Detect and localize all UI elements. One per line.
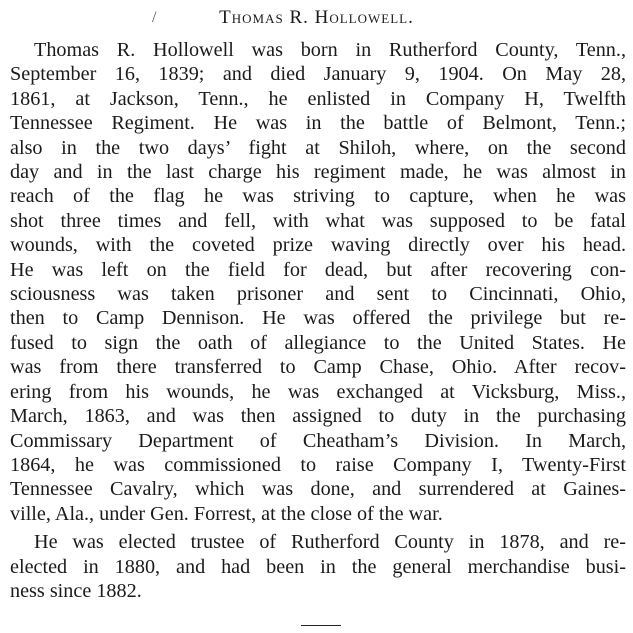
text-line: Tennessee Cavalry, which was done, and surrendered at Gaines- [10,478,626,501]
text-line: shot three times and fell, with what was supposed to be fatal [10,209,626,232]
text-line: September 16, 1839; and died January 9, 1904. On May 28, [10,63,626,86]
text-line: also in the two days’ fight at Shiloh, where, on the second [10,136,626,159]
text-line: Tennessee Regiment. He was in the battle of Belmont, Tenn.; [10,112,626,135]
text-line: ness since 1882. [10,579,142,602]
text-line: Commissary Department of Cheatham’s Division. In March, [10,429,626,452]
body-text [10,38,626,603]
text-line: Thomas R. Hollowell was born in Rutherford County, Tenn., [34,39,626,61]
end-rule-divider [301,625,341,626]
text-line: was from there transferred to Camp Chase, Ohio. After recov- [10,356,626,379]
text-line: ville, Ala., under Gen. Forrest, at the close of the war. [10,502,443,525]
text-line: He was elected trustee of Rutherford County in 1878, and re- [34,531,626,554]
paragraph-1 [10,38,626,526]
text-line: ering from his wounds, he was exchanged at Vicksburg, Miss., [10,380,626,403]
text-line: sciousness was taken prisoner and sent to Cincinnati, Ohio, [10,283,626,306]
text-line: 1864, he was commissioned to raise Company I, Twenty-First [10,453,626,476]
text-line: He was left on the field for dead, but after recovering con- [10,258,626,281]
text-line: reach of the flag he was striving to capture, when he was [10,185,626,208]
paragraph-2 [10,530,626,603]
text-line: wounds, with the coveted prize waving directly over his head. [10,234,626,257]
text-line: March, 1863, and was then assigned to duty in the purchasing [10,405,626,428]
text-line: then to Camp Dennison. He was offered the privilege but re- [10,307,626,330]
stray-mark: / [152,9,157,26]
text-line: fused to sign the oath of allegiance to the United States. He [10,331,626,354]
text-line: 1861, at Jackson, Tenn., he enlisted in Company H, Twelfth [10,87,626,110]
text-line: elected in 1880, and had been in the general merchandise busi- [10,555,626,578]
page-title: Thomas R. Hollowell. [219,7,414,28]
text-line: day and in the last charge his regiment made, he was almost in [10,161,626,184]
